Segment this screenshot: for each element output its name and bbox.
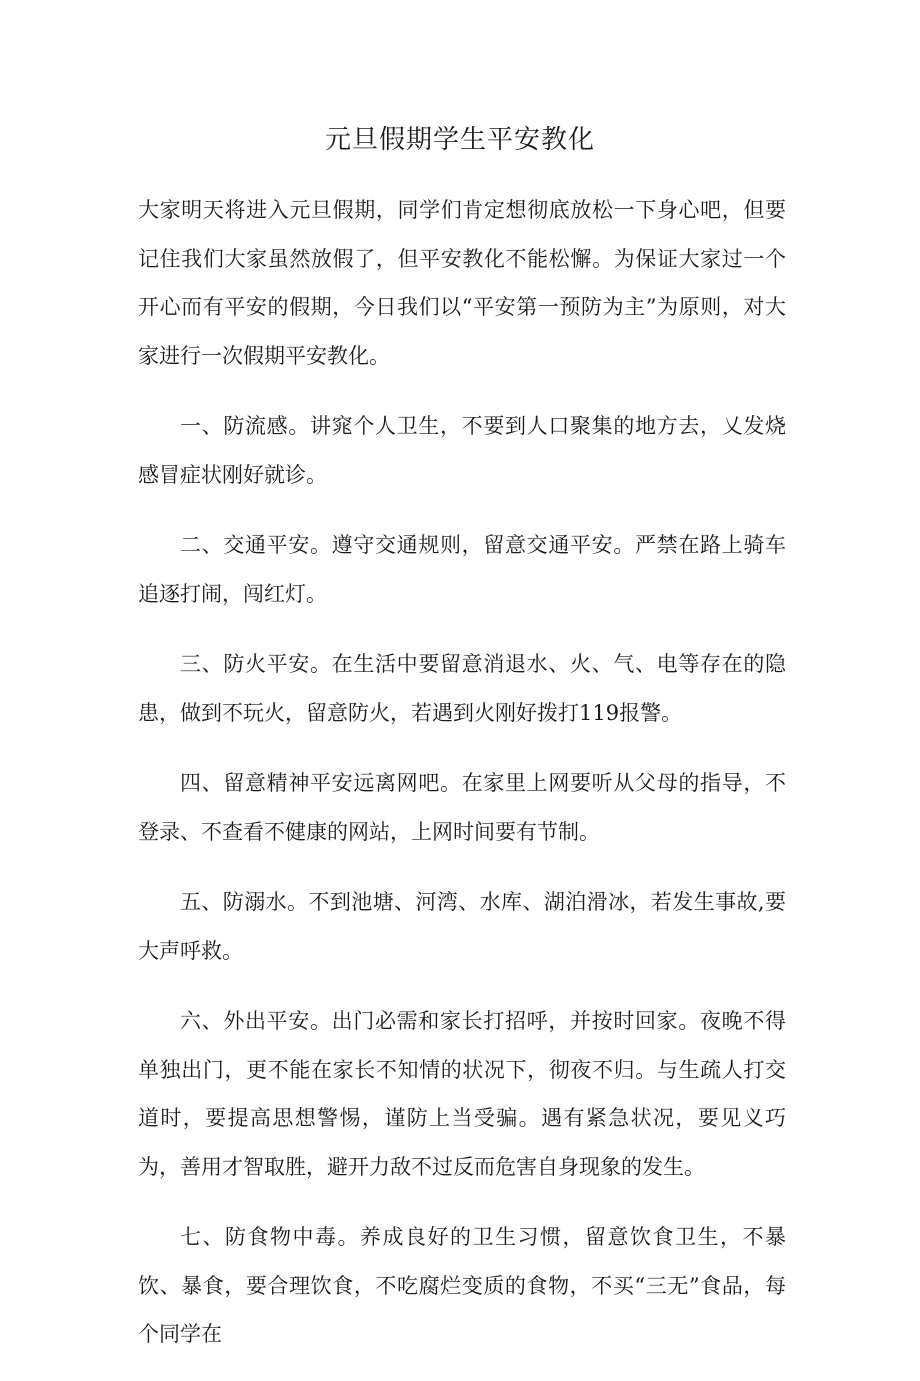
- paragraph-internet-safety: 四、留意精神平安远离网吧。在家里上网要听从父母的指导，不登录、不查看不健康的网站，上网时间要有节制。: [138, 771, 786, 844]
- paragraph-traffic-safety: 二、交通平安。遵守交通规则，留意交通平安。严禁在路上骑车追逐打闹，闯红灯。: [138, 533, 786, 606]
- document-title: 元旦假期学生平安教化: [324, 125, 595, 155]
- document-body: [138, 186, 786, 1381]
- paragraph-fire-safety: 三、防火平安。在生活中要留意消退水、火、气、电等存在的隐患，做到不玩火，留意防火，若遇到火刚好拨打119报警。: [138, 652, 786, 725]
- paragraph-intro: 大家明天将进入元旦假期，同学们肯定想彻底放松一下身心吧，但要记住我们大家虽然放假了，但平安教化不能松懈。为保证大家过一个开心而有平安的假期，今日我们以“平安第一预防为主”为原则，对大家进行一次假期平安教化。: [138, 198, 786, 368]
- paragraph-food-poisoning: 七、防食物中毒。养成良好的卫生习惯，留意饮食卫生，不暴饮、暴食，要合理饮食，不吃腐烂变质的食物，不买“三无”食品，每个同学在: [138, 1225, 786, 1346]
- paragraph-outing-safety: 六、外出平安。出门必需和家长打招呼，并按时回家。夜晚不得单独出门，更不能在家长不知情的状况下，彻夜不归。与生疏人打交道时，要提高思想警惕，谨防上当受骗。遇有紧急状况，要见义巧为，善用才智取胜，避开力敌不过反而危害自身现象的发生。: [138, 1009, 786, 1179]
- paragraph-flu-prevention: 一、防流感。讲窕个人卫生，不要到人口聚集的地方去，乂发烧感冒症状刚好就诊。: [138, 414, 786, 487]
- paragraph-drowning-prevention: 五、防溺水。不到池塘、河湾、水库、湖泊滑冰，若发生事故,要大声呼救。: [138, 890, 786, 963]
